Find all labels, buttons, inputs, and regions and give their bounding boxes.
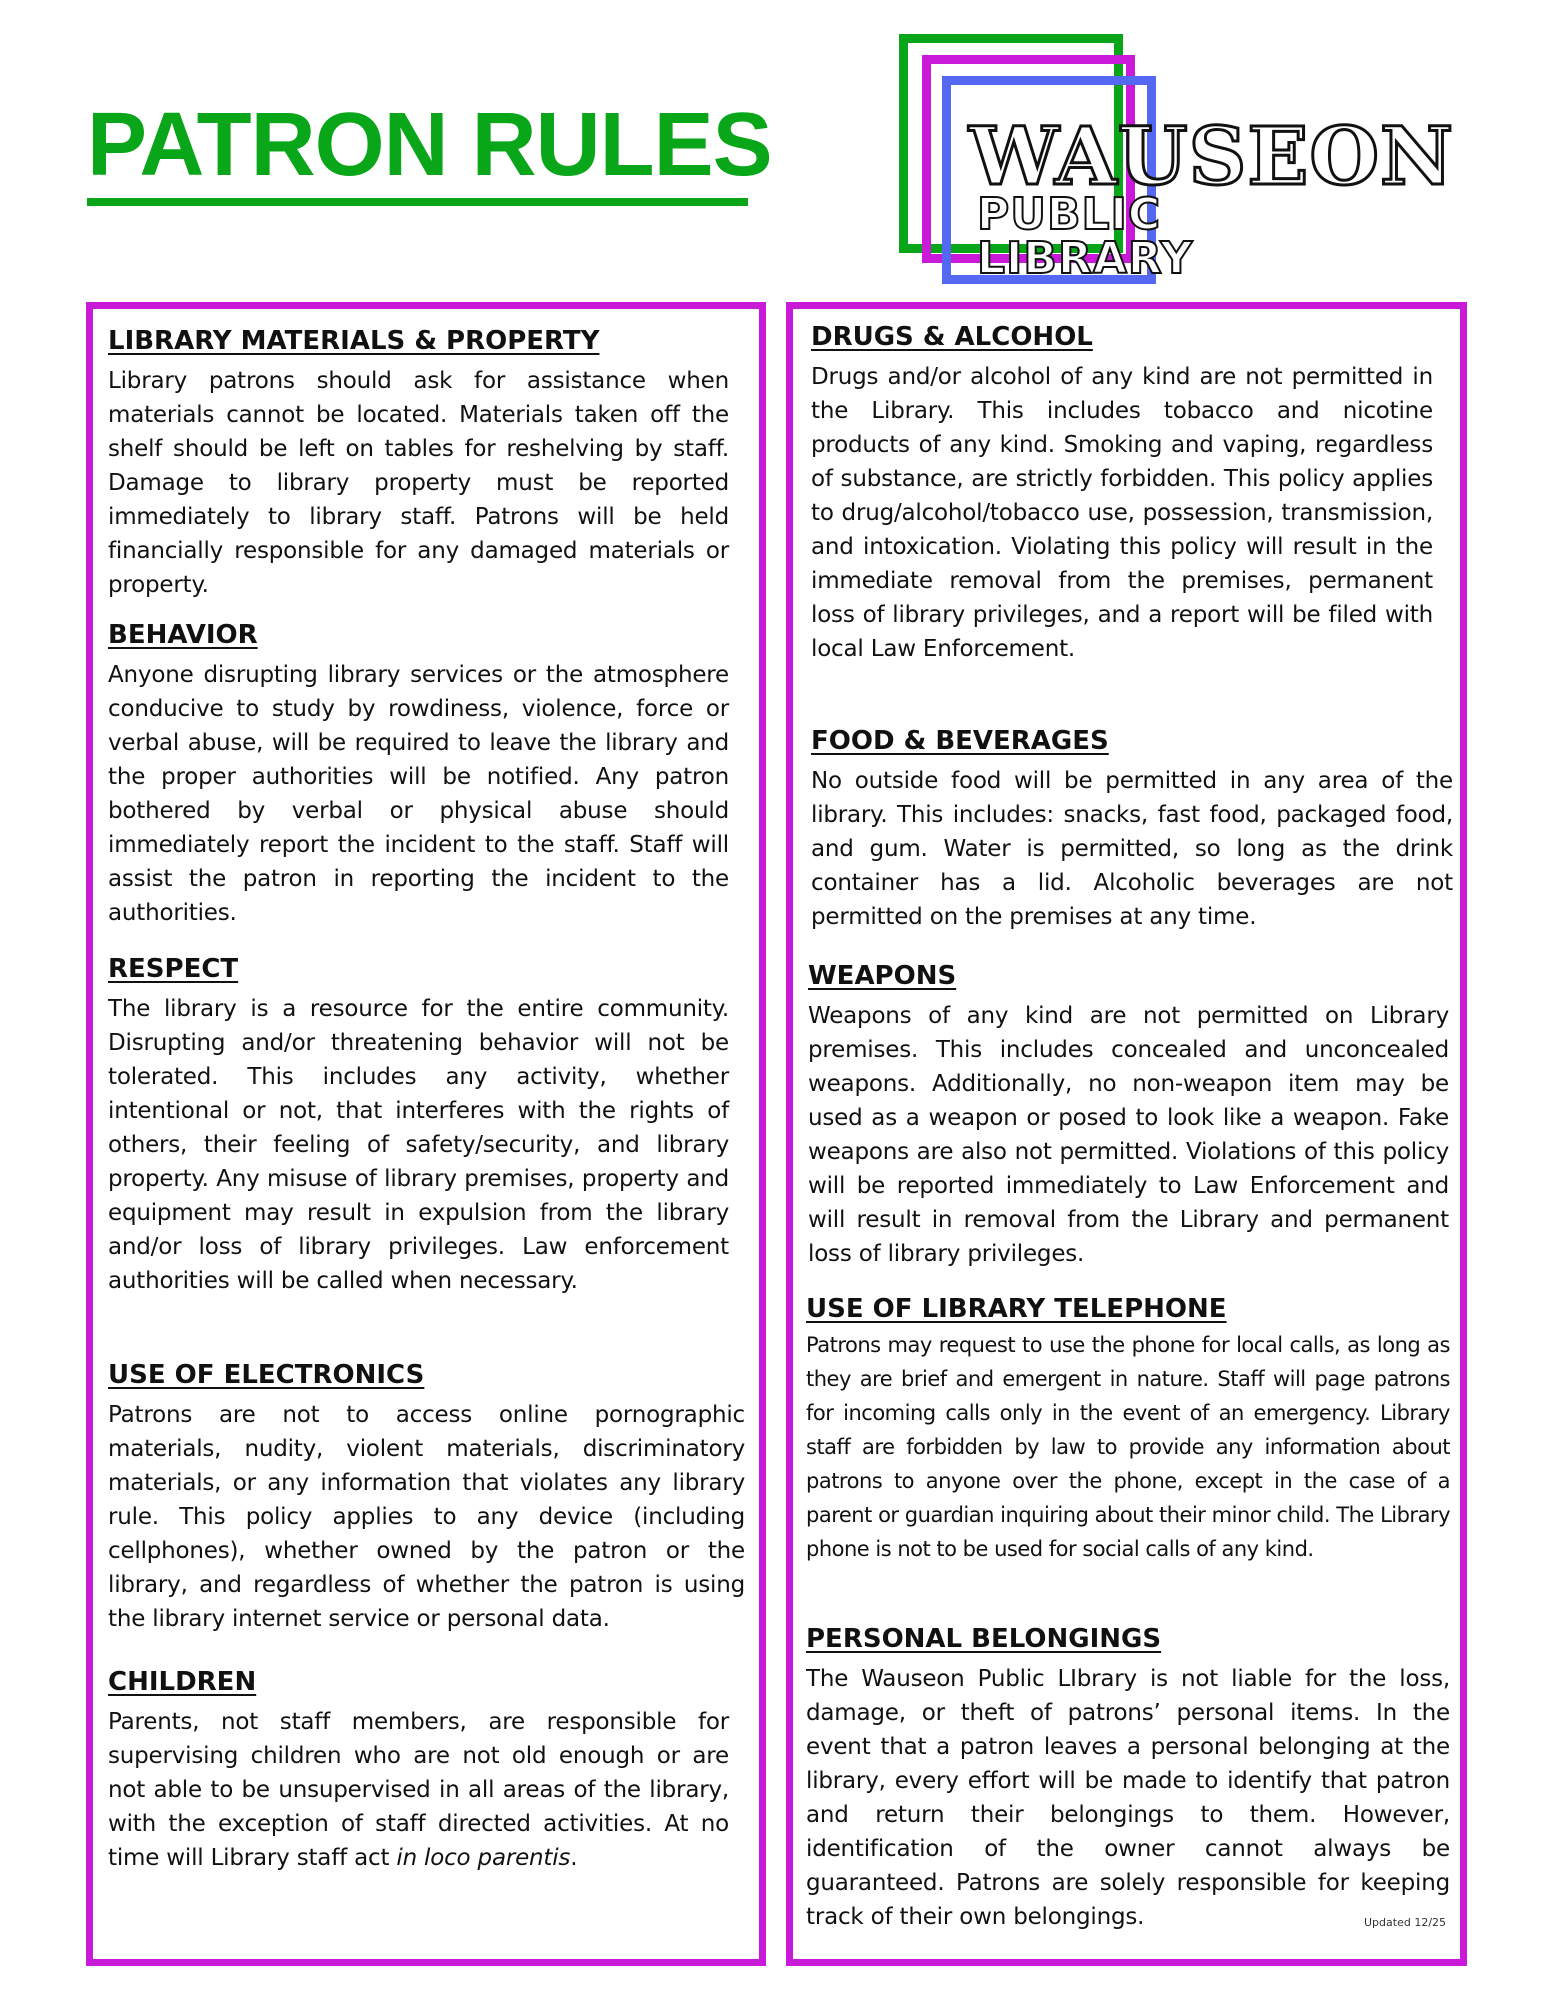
section-library-telephone: [806, 1292, 1450, 1566]
children-body-end: .: [570, 1845, 578, 1871]
section-body: Patrons may request to use the phone for local calls, as long as they are brief and emergent in nature. Staff will page patrons for incoming calls only in the event of an emergency. Library staff are forbidden by law to provide any information about patrons to anyone over the phone, except in the case of a parent or guardian inquiring about their minor child. The Library phone is not to be used for social calls of any kind.: [806, 1333, 1450, 1561]
logo-name: WAUSEON: [969, 109, 1455, 203]
section-behavior: [108, 618, 729, 930]
updated-note: Updated 12/25: [1364, 1916, 1447, 1929]
section-weapons: [808, 959, 1449, 1271]
section-body: Library patrons should ask for assistance when materials cannot be located. Materials taken off the shelf should be left on tables for reshelving by staff. Damage to library property must be reported immediately to library staff. Patrons will be held financially responsible for any damaged materials or property.: [108, 368, 729, 598]
title-underline: [87, 198, 748, 206]
section-body: No outside food will be permitted in any area of the library. This includes: snacks, fast food, packaged food, and gum. Water is permitted, so long as the drink container has a lid. Alcoholic beverages are not permitted on the premises at any time.: [811, 768, 1453, 930]
logo-subtitle: PUBLIC LIBRARY: [977, 189, 1194, 284]
section-heading: CHILDREN: [108, 1667, 257, 1697]
section-heading: USE OF ELECTRONICS: [108, 1360, 425, 1390]
section-use-of-electronics: [108, 1358, 745, 1636]
section-body: Drugs and/or alcohol of any kind are not permitted in the Library. This includes tobacco and nicotine products of any kind. Smoking and vaping, regardless of substance, are strictly forbidden. This policy applies to drug/alcohol/tobacco use, possession, transmission, and intoxication. Violating this policy will result in the immediate removal from the premises, permanent loss of library privileges, and a report will be filed with local Law Enforcement.: [811, 364, 1433, 662]
section-body: The Wauseon Public LIbrary is not liable for the loss, damage, or theft of patrons’ personal items. In the event that a patron leaves a personal belonging at the library, every effort will be made to identify that patron and return their belongings to them. However, identification of the owner cannot always be guaranteed. Patrons are solely responsible for keeping track of their own belongings.: [806, 1666, 1450, 1930]
section-heading: USE OF LIBRARY TELEPHONE: [806, 1294, 1227, 1324]
section-food-beverages: [811, 724, 1453, 934]
section-respect: [108, 952, 729, 1298]
library-logo: [897, 31, 1455, 291]
section-body: The library is a resource for the entire community. Disrupting and/or threatening behavior will not be tolerated. This includes any activity, whether intentional or not, that interferes with the rights of others, their feeling of safety/security, and library property. Any misuse of library premises, property and equipment may result in expulsion from the library and/or loss of library privileges. Law enforcement authorities will be called when necessary.: [108, 996, 729, 1294]
section-heading: LIBRARY MATERIALS & PROPERTY: [108, 326, 600, 356]
section-body: [108, 1705, 729, 1875]
section-heading: RESPECT: [108, 954, 239, 984]
section-body: Anyone disrupting library services or the atmosphere conducive to study by rowdiness, violence, force or verbal abuse, will be required to leave the library and the proper authorities will be notified. Any patron bothered by verbal or physical abuse should immediately report the incident to the staff. Staff will assist the patron in reporting the incident to the authorities.: [108, 662, 729, 926]
section-drugs-alcohol: [811, 320, 1433, 666]
section-heading: BEHAVIOR: [108, 620, 258, 650]
section-heading: PERSONAL BELONGINGS: [806, 1624, 1162, 1654]
section-personal-belongings: [806, 1622, 1450, 1934]
section-heading: DRUGS & ALCOHOL: [811, 322, 1093, 352]
section-library-materials: [108, 324, 729, 602]
section-children: [108, 1665, 729, 1875]
section-body: Weapons of any kind are not permitted on Library premises. This includes concealed and unconcealed weapons. Additionally, no non-weapon item may be used as a weapon or posed to look like a weapon. Fake weapons are also not permitted. Violations of this policy will be reported immediately to Law Enforcement and will result in removal from the Library and permanent loss of library privileges.: [808, 1003, 1449, 1267]
section-heading: FOOD & BEVERAGES: [811, 726, 1109, 756]
section-body: Patrons are not to access online pornographic materials, nudity, violent materials, discriminatory materials, or any information that violates any library rule. This policy applies to any device (including cellphones), whether owned by the patron or the library, and regardless of whether the patron is using the library internet service or personal data.: [108, 1402, 745, 1632]
children-body-text: Parents, not staff members, are responsible for supervising children who are not old enough or are not able to be unsupervised in all areas of the library, with the exception of staff directed activities. At no time will Library staff act: [108, 1709, 729, 1871]
page-title: PATRON RULES: [87, 95, 772, 195]
section-heading: WEAPONS: [808, 961, 957, 991]
children-body-italic: in loco parentis: [396, 1845, 571, 1871]
